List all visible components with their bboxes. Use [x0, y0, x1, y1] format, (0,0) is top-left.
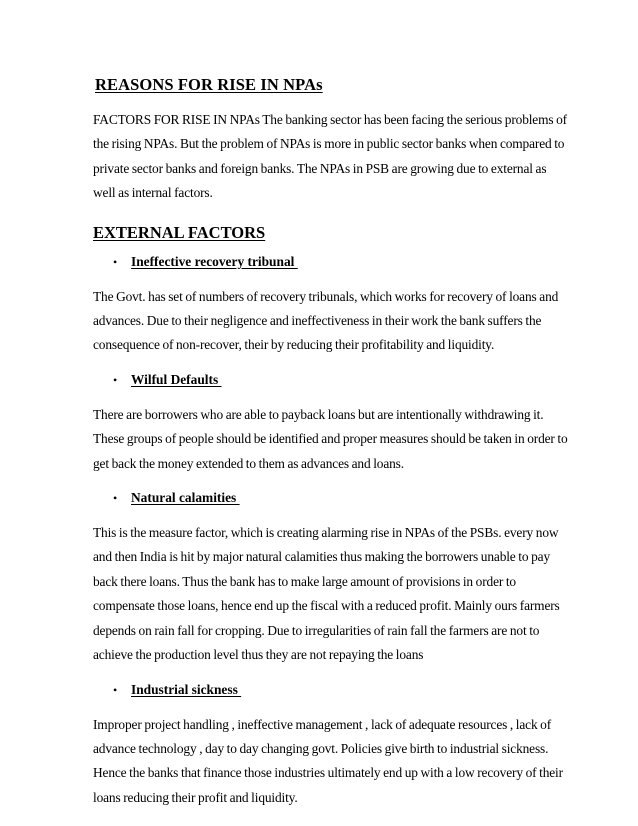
- bullet-natural-calamities: [113, 488, 571, 508]
- bullet-label: Natural calamities: [131, 490, 240, 506]
- bullet-icon: •: [113, 682, 118, 697]
- bullet-industrial-sickness: [113, 680, 571, 700]
- bullet-icon: •: [113, 254, 118, 269]
- document-page: [93, 74, 571, 810]
- intro-paragraph: FACTORS FOR RISE IN NPAs The banking sector has been facing the serious problems of the rising NPAs. But the problem of NPAs is more in public sector banks when compared to private sector banks and foreign banks. The NPAs in PSB are growing due to external as well as internal factors.: [93, 112, 567, 201]
- section-heading-external-factors: EXTERNAL FACTORS: [93, 222, 266, 242]
- bullet-label: Industrial sickness: [131, 681, 242, 697]
- paragraph-wilful-defaults: There are borrowers who are able to payback loans but are intentionally withdrawing it. These groups of people should be identified and proper measures should be taken in order to get back the money extended to them as advances and loans.: [93, 406, 568, 471]
- paragraph-natural-calamities: This is the measure factor, which is creating alarming rise in NPAs of the PSBs. every now and then India is hit by major natural calamities thus making the borrowers unable to pay back there loans. Thus the bank has to make large amount of provisions in order to compensate those loans, hence end up the fiscal with a reduced profit. Mainly ours farmers depends on rain fall for cropping. Due to irregularities of rain fall the farmers are not to achieve the production level thus they are not repaying the loans: [93, 525, 560, 663]
- bullet-wilful-defaults: [113, 370, 571, 390]
- bullet-label: Wilful Defaults: [131, 371, 222, 387]
- bullet-ineffective-recovery-tribunal: [113, 252, 571, 272]
- bullet-icon: •: [113, 372, 118, 387]
- document-title: REASONS FOR RISE IN NPAs: [95, 75, 323, 94]
- paragraph-ineffective-recovery-tribunal: The Govt. has set of numbers of recovery tribunals, which works for recovery of loans and advances. Due to their negligence and ineffectiveness in their work the bank suffers the consequence of non-recover, their by reducing their profitability and liquidity.: [93, 288, 559, 353]
- paragraph-industrial-sickness: Improper project handling , ineffective management , lack of adequate resources , lack of advance technology , day to day changing govt. Policies give birth to industrial sickness. Hence the banks that finance those industries ultimately end up with a low recovery of their loans reducing their profit and liquidity.: [93, 716, 563, 805]
- bullet-icon: •: [113, 491, 118, 506]
- bullet-label: Ineffective recovery tribunal: [131, 253, 298, 269]
